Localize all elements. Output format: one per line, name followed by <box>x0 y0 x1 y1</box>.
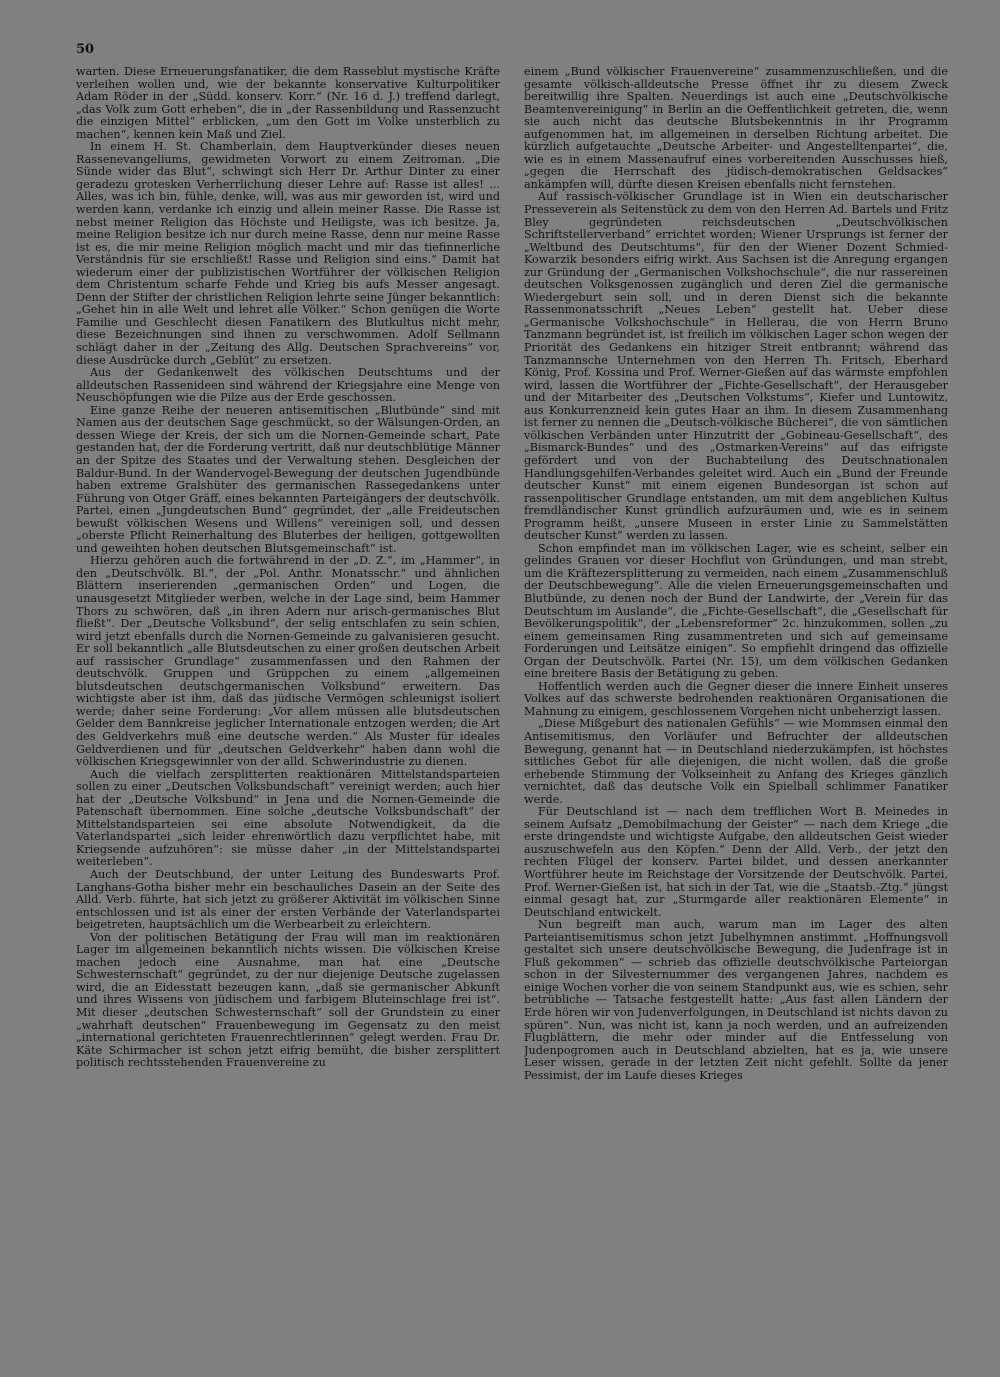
paragraph: Aus der Gedankenwelt des völkischen Deutschtums und der alldeutschen Rassenideen sind während der Kriegsjahre eine Menge von Neuschöpfungen wie die Pilze aus der Erde geschossen. <box>76 366 500 405</box>
paragraph: Auch der Deutschbund, der unter Leitung des Bundeswarts Prof. Langhans-Gotha bisher mehr ein beschauliches Dasein an der Seite des Alld. Verb. führte, hat sich jetzt zu größerer Aktivität im völkischen Sinne entschlossen und ist als einer der ersten Verbände der Vaterlandspartei beigetreten, hauptsächlich um die Werbearbeit zu erleichtern. <box>76 868 500 932</box>
text-columns <box>76 66 948 1351</box>
paragraph: Von der politischen Betätigung der Frau will man im reaktionären Lager im allgemeinen bekanntlich nichts wissen. Die völkischen Kreise machen jedoch eine Ausnahme, man hat eine „Deutsche Schwesternschaft“ gegründet, zu der nur diejenige Deutsche zugelassen wird, die an Eidesstatt bezeugen kann, „daß sie germanischer Abkunft und ihres Wissens von jüdischem und farbigem Bluteinschlage frei ist“. Mit dieser „deutschen Schwesternschaft“ soll der Grundstein zu einer „wahrhaft deutschen“ Frauenbewegung im Gegensatz zu den meist „international gerichteten Frauenrechtlerinnen“ gelegt werden. Frau Dr. Käte Schirmacher ist schon jetzt eifrig bemüht, die bisher zersplittert politisch rechtsstehenden Frauenvereine zu <box>76 930 500 1070</box>
paragraph: Auf rassisch-völkischer Grundlage ist in Wien ein deutscharischer Presseverein als Seitenstück zu dem von den Herren Ad. Bartels und Fritz Bley gegründeten reichsdeutschen „Deutschvölkischen Schriftstellerverband“ errichtet worden; Wiener Ursprungs ist ferner der „Weltbund des Deutschtums“, für den der Wiener Dozent Schmied-Kowarzik besonders eifrig wirkt. Aus Sachsen ist die Anregung ergangen zur Gründung der „Germanischen Volkshochschule“, die nur rassereinen deutschen Volksgenossen zugänglich und deren Ziel die germanische Wiedergeburt sein soll, und in deren Dienst sich die bekannte Rassenmonatsschrift „Neues Leben“ gestellt hat. Ueber diese „Germanische Volkshochschule“ in Hellerau, die von Herrn Bruno Tanzmann begründet ist, ist freilich im völkischen Lager schon wegen der Priorität des Gedankens ein hitziger Streit entbrannt; während das Tanzmannsche Unternehmen von den Herren Th. Fritsch, Eberhard König, Prof. Kossina und Prof. Werner-Gießen auf das wärmste empfohlen wird, lassen die Wortführer der „Fichte-Gesellschaft“, der Herausgeber und der Mitarbeiter des „Deutschen Volkstums“, Kiefer und Luntowitz, aus Konkurrenzneid kein gutes Haar an ihm. In diesem Zusammenhang ist ferner zu nennen die „Deutsch-völkische Bücherei“, die von sämtlichen völkischen Verbänden unter Hinzutritt der „Gobineau-Gesellschaft“, des „Bismarck-Bundes“ und des „Ostmarken-Vereins“ auf das eifrigste gefördert und von der Buchabteilung des Deutschnationalen Handlungsgehilfen-Verbandes geleitet wird. Auch ein „Bund der Freunde deutscher Kunst“ mit einem eigenen Bundesorgan ist schon auf rassenpolitischer Grundlage entstanden, um mit dem angeblichen Kultus fremdländischer Kunst gründlich aufzuräumen und, wie es in seinem Programm heißt, „unsere Museen in erster Linie zu Sammelstätten deutscher Kunst“ werden zu lassen. <box>524 190 948 543</box>
paragraph: Hierzu gehören auch die fortwährend in der „D. Z.“, im „Hammer“, in den „Deutschvölk. Bl.“, der „Pol. Anthr. Monatsschr.“ und ähnlichen Blättern inserierenden „germanischen Orden“ und Logen, die unausgesetzt Mitglieder werben, welche in der Lage sind, beim Hammer Thors zu schwören, daß „in ihren Adern nur arisch-germanisches Blut fließt“. Der „Deutsche Volksbund“, der selig entschlafen zu sein schien, wird jetzt ebenfalls durch die Nornen-Gemeinde zu galvanisieren gesucht. Er soll bekanntlich „alle Blutsdeutschen zu einer großen deutschen Arbeit auf rassischer Grundlage“ zusammenfassen und den Rahmen der deutschvölk. Gruppen und Grüppchen zu einem „allgemeinen blutsdeutschen deutschgermanischen Volksbund“ erweitern. Das wichtigste aber ist ihm, daß das jüdische Vermögen schleunigst isoliert werde; daher seine Forderung: „Vor allem müssen alle blutsdeutschen Gelder dem Bannkreise jeglicher Internationale entzogen werden; die Art des Geldverkehrs muß eine deutsche werden.“ Als Muster für ideales Geldverdienen und für „deutschen Geldverkehr“ haben dann wohl die völkischen Kriegsgewinnler von der alld. Schwerindustrie zu dienen. <box>76 554 500 769</box>
paragraph: „Diese Mißgeburt des nationalen Gefühls“ — wie Mommsen einmal den Antisemitismus, den Vorläufer und Befruchter der alldeutschen Bewegung, genannt hat — in Deutschland niederzukämpfen, ist höchstes sittliches Gebot für alle diejenigen, die nicht wollen, daß die große erhebende Stimmung der Volkseinheit zu Anfang des Krieges gänzlich vernichtet, daß das deutsche Volk ein Spielball schlimmer Fanatiker werde. <box>524 717 948 806</box>
column-right <box>524 66 948 1351</box>
paragraph: Nun begreift man auch, warum man im Lager des alten Parteiantisemitismus schon jetzt Jubelhymnen anstimmt. „Hoffnungsvoll gestaltet sich unsere deutschvölkische Bewegung, die Judenfrage ist in Fluß gekommen“ — schrieb das offizielle deutschvölkische Parteiorgan schon in der Silvesternummer des vergangenen Jahres, nachdem es einige Wochen vorher die von seinem Standpunkt aus, wie es schien, sehr betrübliche — Tatsache festgestellt hatte: „Aus fast allen Ländern der Erde hören wir von Judenverfolgungen, in Deutschland ist nichts davon zu spüren“. Nun, was nicht ist, kann ja noch werden, und an aufreizenden Flugblättern, die mehr oder minder auf die Entfesselung von Judenpogromen auch in Deutschland abzielten, hat es ja, wie unsere Leser wissen, gerade in der letzten Zeit nicht gefehlt. Sollte da jener Pessimist, der im Laufe dieses Krieges <box>524 918 948 1082</box>
paragraph: Hoffentlich werden auch die Gegner dieser die innere Einheit unseres Volkes auf das schwerste bedrohenden reaktionären Organisationen die Mahnung zu einigem, geschlossenem Vorgehen nicht unbeherzigt lassen. <box>524 679 948 718</box>
column-left <box>76 66 500 1351</box>
page-number: 50 <box>76 42 95 57</box>
paragraph: Für Deutschland ist — nach dem trefflichen Wort B. Meinedes in seinem Aufsatz „Demobilmachung der Geister“ — nach dem Kriege „die erste dringendste und wichtigste Aufgabe, den alldeutschen Geist wieder auszuschwefeln aus den Köpfen.“ Denn der Alld. Verb., der jetzt den rechten Flügel der konserv. Partei bildet, und dessen anerkannter Wortführer heute im Reichstage der Vorsitzende der Deutschvölk. Partei, Prof. Werner-Gießen ist, hat sich in der Tat, wie die „Staatsb.-Ztg.“ jüngst einmal gesagt hat, zur „Sturmgarde aller reaktionären Elemente“ in Deutschland entwickelt. <box>524 805 948 919</box>
paragraph: Auch die vielfach zersplitterten reaktionären Mittelstandsparteien sollen zu einer „Deutschen Volksbundschaft“ vereinigt werden; auch hier hat der „Deutsche Volksbund“ in Jena und die Nornen-Gemeinde die Patenschaft übernommen. Eine solche „deutsche Volksbundschaft“ der Mittelstandsparteien sei eine absolute Notwendigkeit, da die Vaterlandspartei „sich leider ehrenwörtlich dazu verpflichtet habe, mit Kriegsende aufzuhören“: sie müsse daher „in der Mittelstandspartei weiterleben“. <box>76 767 500 869</box>
paragraph: In einem H. St. Chamberlain, dem Hauptverkünder dieses neuen Rassenevangeliums, gewidmeten Vorwort zu einem Zeitroman. „Die Sünde wider das Blut“, schwingt sich Herr Dr. Arthur Dinter zu einer geradezu grotesken Verherrlichung dieser Lehre auf: Rasse ist alles! ... Alles, was ich bin, fühle, denke, will, was aus mir geworden ist, wird und werden kann, verdanke ich einzig und allein meiner Rasse. Die Rasse ist nebst meiner Religion das Höchste und Heiligste, was ich besitze. Ja, meine Religion besitze ich nur durch meine Rasse, denn nur meine Rasse ist es, die mir meine Religion möglich macht und mir das tiefinnerliche Verständnis für sie erschließt! Rasse und Religion sind eins.“ Damit hat wiederum einer der publizistischen Wortführer der völkischen Religion dem Christentum scharfe Fehde und Krieg bis aufs Messer angesagt. Denn der Stifter der christlichen Religion lehrte seine Jünger bekanntlich: „Gehet hin in alle Welt und lehret alle Völker.“ Schon genügen die Worte Familie und Geschlecht diesen Fanatikern des Blutkultus nicht mehr, diese Bezeichnungen sind ihnen zu verschwommen. Adolf Sellmann schlägt daher in der „Zeitung des Allg. Deutschen Sprachvereins“ vor, diese Ausdrücke durch „Geblüt“ zu ersetzen. <box>76 140 500 367</box>
paragraph: warten. Diese Erneuerungsfanatiker, die dem Rasseblut mystische Kräfte verleihen wollen und, wie der bekannte konservative Kulturpolitiker Adam Röder in der „Südd. konserv. Korr.“ (Nr. 16 d. J.) treffend darlegt, „das Volk zum Gott erheben“, die in „der Rassenbildung und Rassenzucht die einzigen Mittel“ erblicken, „um den Gott im Volke unsterblich zu machen“, kennen kein Maß und Ziel. <box>76 66 500 141</box>
paragraph: Eine ganze Reihe der neueren antisemitischen „Blutbünde“ sind mit Namen aus der deutschen Sage geschmückt, so der Wälsungen-Orden, an dessen Wiege der Kreis, der sich um die Nornen-Gemeinde schart, Pate gestanden hat, der die Forderung vertritt, daß nur deutschblütige Männer an der Spitze des Staates und der Verwaltung stehen. Desgleichen der Baldur-Bund. In der Wandervogel-Bewegung der deutschen Jugendbünde haben extreme Gralshüter des germanischen Rassegedankens unter Führung von Otger Gräff, eines bekannten Parteigängers der deutschvölk. Partei, einen „Jungdeutschen Bund“ gegründet, der „alle Freideutschen bewußt völkischen Wesens und Willens“ vereinigen soll, und dessen „oberste Pflicht Reinerhaltung des Bluterbes der heiligen, gottgewollten und geweihten hohen deutschen Blutsgemeinschaft“ ist. <box>76 403 500 555</box>
paragraph: einem „Bund völkischer Frauenvereine“ zusammenzuschließen, und die gesamte völkisch-alldeutsche Presse öffnet ihr zu diesem Zweck bereitwillig ihre Spalten. Neuerdings ist auch eine „Deutschvölkische Beamtenvereinigung“ in Berlin an die Oeffentlichkeit getreten, die, wenn sie auch nicht das deutsche Blutsbekenntnis in ihr Programm aufgenommen hat, im allgemeinen in derselben Richtung arbeitet. Die kürzlich aufgetauchte „Deutsche Arbeiter- und Angestelltenpartei“, die, wie es in einem Massenaufruf eines vorbereitenden Ausschusses hieß, „gegen die Herrschaft des jüdisch-demokratischen Geldsackes“ ankämpfen will, dürfte diesen Kreisen ebenfalls nicht fernstehen. <box>524 66 948 191</box>
paragraph: Schon empfindet man im völkischen Lager, wie es scheint, selber ein gelindes Grauen vor dieser Hochflut von Gründungen, und man strebt, um die Kräftezersplitterung zu vermeiden, nach einem „Zusammenschluß der Deutschbewegung“. Alle die vielen Erneuerungsgemeinschaften und Blutbünde, zu denen noch der Bund der Landwirte, der „Verein für das Deutschtum im Auslande“, die „Fichte-Gesellschaft“, die „Gesellschaft für Bevölkerungspolitik“, der „Lebensreformer“ 2c. hinzukommen, sollen „zu einem gemeinsamen Ring zusammentreten und sich auf gemeinsame Forderungen und Leitsätze einigen“. So empfiehlt dringend das offizielle Organ der Deutschvölk. Partei (Nr. 15), um dem völkischen Gedanken eine breitere Basis der Betätigung zu geben. <box>524 541 948 681</box>
